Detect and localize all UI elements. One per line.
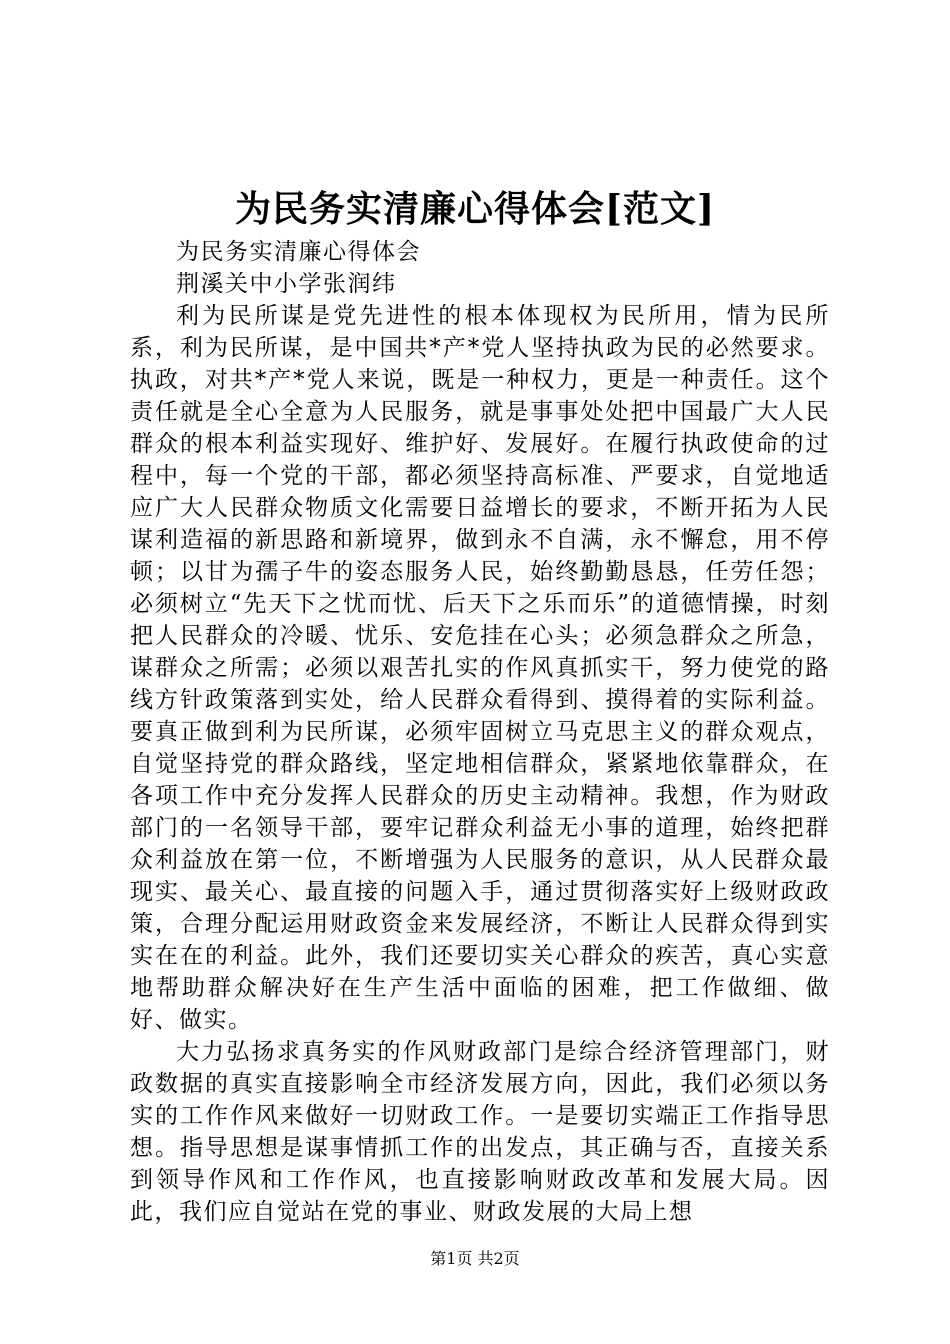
page-title: 为民务实清廉心得体会[范文]: [234, 188, 716, 230]
document-body: [130, 236, 830, 1228]
body-paragraph: 大力弘扬求真务实的作风财政部门是综合经济管理部门，财政数据的真实直接影响全市经济发展方向，因此，我们必须以务实的工作作风来做好一切财政工作。一是要切实端正工作指导思想。指导思想是谋事情抓工作的出发点，其正确与否，直接关系到领导作风和工作作风，也直接影响财政改革和发展大局。因此，我们应自觉站在党的事业、财政发展的大局上想: [130, 1039, 830, 1225]
author-line: 荆溪关中小学张润纬: [176, 271, 397, 297]
subtitle-line: 为民务实清廉心得体会: [176, 239, 421, 265]
page-number: 第1页 共2页: [430, 1249, 520, 1268]
body-paragraph: 利为民所谋是党先进性的根本体现权为民所用，情为民所系，利为民所谋，是中国共*产*党人坚持执政为民的必然要求。执政，对共*产*党人来说，既是一种权力，更是一种责任。这个责任就是全心全意为人民服务，就是事事处处把中国最广大人民群众的根本利益实现好、维护好、发展好。在履行执政使命的过程中，每一个党的干部，都必须坚持高标准、严要求，自觉地适应广大人民群众物质文化需要日益增长的要求，不断开拓为人民谋利造福的新思路和新境界，做到永不自满，永不懈怠，用不停顿；以甘为孺子牛的姿态服务人民，始终勤勤恳恳，任劳任怨；必须树立“先天下之忧而忧、后天下之乐而乐”的道德情操，时刻把人民群众的冷暖、忧乐、安危挂在心头；必须急群众之所急，谋群众之所需；必须以艰苦扎实的作风真抓实干，努力使党的路线方针政策落到实处，给人民群众看得到、摸得着的实际利益。要真正做到利为民所谋，必须牢固树立马克思主义的群众观点，自觉坚持党的群众路线，坚定地相信群众，紧紧地依靠群众，在各项工作中充分发挥人民群众的历史主动精神。我想，作为财政部门的一名领导干部，要牢记群众利益无小事的道理，始终把群众利益放在第一位，不断增强为人民服务的意识，从人民群众最现实、最关心、最直接的问题入手，通过贯彻落实好上级财政政策，合理分配运用财政资金来发展经济，不断让人民群众得到实实在在的利益。此外，我们还要切实关心群众的疾苦，真心实意地帮助群众解决好在生产生活中面临的困难，把工作做细、做好、做实。: [130, 303, 830, 1033]
